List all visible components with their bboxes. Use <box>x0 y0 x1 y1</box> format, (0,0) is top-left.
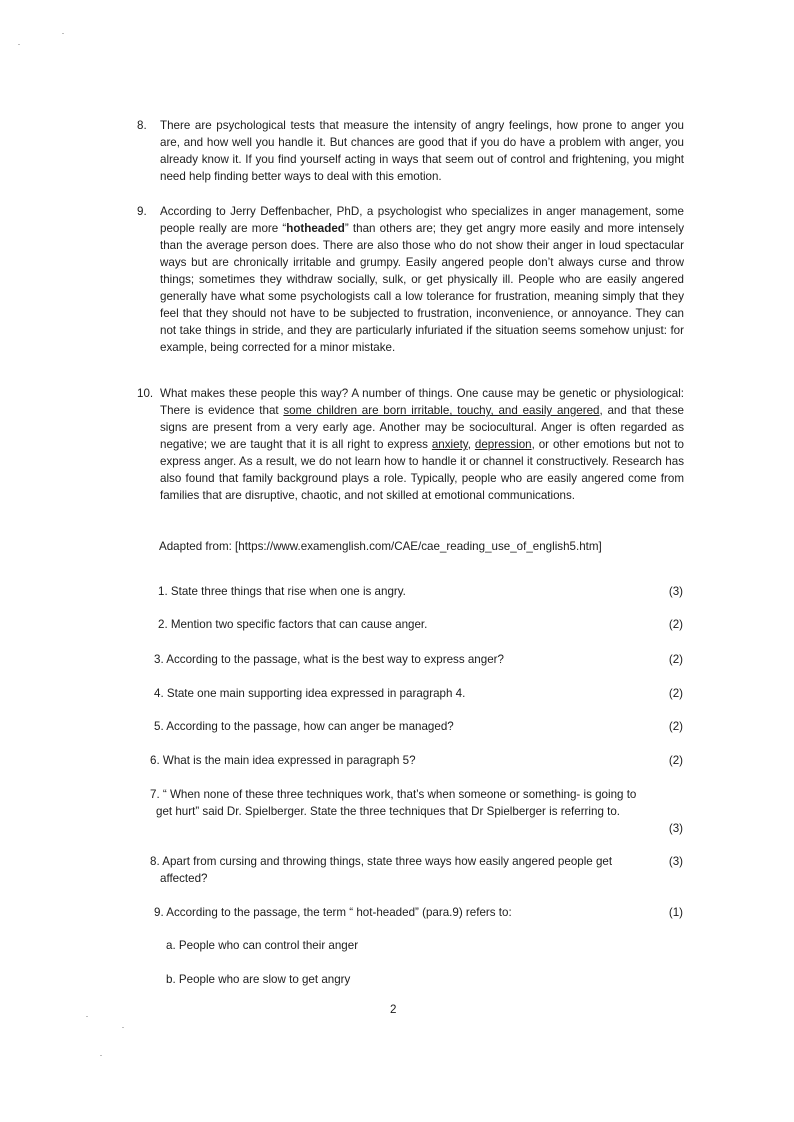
text-run: , <box>467 438 475 451</box>
question-text: 8. Apart from cursing and throwing things, state three ways how easily angered people get affected? <box>150 855 613 885</box>
scan-speck <box>86 1016 88 1017</box>
source-citation: Adapted from: [https://www.examenglish.com/CAE/cae_reading_use_of_english5.htm] <box>159 540 602 553</box>
paragraph-number: 10. <box>137 387 154 400</box>
question-2 <box>158 616 683 633</box>
question-7 <box>150 786 683 835</box>
question-text: 6. What is the main idea expressed in paragraph 5? <box>150 754 416 767</box>
question-4 <box>154 685 683 702</box>
paragraph-number: 9. <box>137 205 147 218</box>
question-text: 5. According to the passage, how can anger be managed? <box>154 720 454 733</box>
text-run: According to Jerry Deffenbacher, PhD, a psychologist who specializes in anger management, some people really are more “ <box>160 205 684 235</box>
paragraph-text <box>160 203 684 356</box>
underlined-phrase: some children are born irritable, touchy, and easily angered <box>283 404 600 417</box>
paragraph-10 <box>137 385 684 504</box>
question-5 <box>154 718 683 735</box>
text-run: , and that these signs are present from a very early age. Another may be sociocultural. Anger is often regarded as negative; we are taught that it is all right to express <box>160 404 685 451</box>
scan-speck <box>100 1055 102 1056</box>
question-marks: (2) <box>668 720 683 733</box>
question-3 <box>154 651 683 668</box>
paragraph-8 <box>137 117 684 185</box>
text-run: ” than others are; they get angry more easily and more intensely than the average person does. There are also those who do not show their anger in loud spectacular ways but are chronically irritable and grumpy. Easily angered people don’t always curse and throw things; sometimes they withdraw socially, sulk, or get physically ill. People who are easily angered generally have what some psychologists call a low tolerance for frustration, meaning simply that they feel that they should not have to be subjected to frustration, inconvenience, or annoyance. They can not take things in stride, and they are particularly infuriated if the situation seems somehow unjust: for example, being corrected for a minor mistake. <box>160 222 684 354</box>
question-text: 9. According to the passage, the term “ hot-headed” (para.9) refers to: <box>154 906 512 919</box>
question-1 <box>158 583 683 600</box>
question-text: 3. According to the passage, what is the best way to express anger? <box>154 653 504 666</box>
text-run: What makes these people this way? A number of things. One cause may be genetic or physiological: There is evidence that <box>160 387 684 417</box>
scan-speck <box>122 1027 124 1028</box>
question-marks: (3) <box>668 855 683 868</box>
question-text: 2. Mention two specific factors that can cause anger. <box>158 618 428 631</box>
question-marks: (3) <box>668 585 683 598</box>
page-number: 2 <box>390 1003 397 1016</box>
question-marks: (3) <box>668 822 683 835</box>
option-b: b. People who are slow to get angry <box>166 973 351 986</box>
underlined-word: depression <box>474 438 532 451</box>
question-8 <box>150 853 683 887</box>
scan-speck <box>62 33 64 34</box>
option-a: a. People who can control their anger <box>166 939 359 952</box>
paragraph-text <box>160 385 684 504</box>
question-marks: (2) <box>668 618 683 631</box>
question-text: 1. State three things that rise when one is angry. <box>158 585 406 598</box>
question-marks: (2) <box>668 754 683 767</box>
paragraph-text: There are psychological tests that measure the intensity of angry feelings, how prone to anger you are, and how well you handle it. But chances are good that if you do have a problem with anger, you already know it. If you find yourself acting in ways that seem out of control and frightening, you might need help finding better ways to deal with this emotion. <box>160 119 684 183</box>
scan-speck <box>18 44 20 45</box>
question-marks: (2) <box>668 653 683 666</box>
question-9 <box>154 904 683 921</box>
question-marks: (1) <box>668 906 683 919</box>
question-text: 4. State one main supporting idea expressed in paragraph 4. <box>154 687 466 700</box>
underlined-word: anxiety <box>431 438 468 451</box>
question-marks: (2) <box>668 687 683 700</box>
paragraph-number: 8. <box>137 119 147 132</box>
paragraph-9 <box>137 203 684 356</box>
question-text: 7. “ When none of these three techniques work, that’s when someone or something- is going to get hurt” said Dr. Spielberger. State the three techniques that Dr Spielberger is referring to. <box>150 788 637 818</box>
bold-term: hotheaded <box>286 222 345 235</box>
text-run: , or other emotions but not to express anger. As a result, we do not learn how to handle it or channel it constructively. Research has also found that family background plays a role. Typically, people who are easily angered come from families that are disruptive, chaotic, and not skilled at emotional communications. <box>160 438 684 502</box>
question-6 <box>150 752 683 769</box>
